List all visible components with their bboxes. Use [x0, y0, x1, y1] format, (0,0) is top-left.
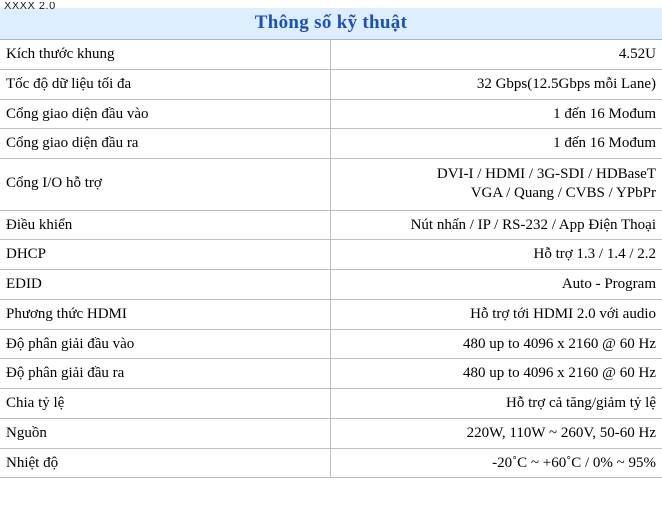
- spec-value: [330, 329, 662, 359]
- spec-label: Cổng I/O hỗ trợ: [0, 159, 330, 211]
- spec-label: Chia tỷ lệ: [0, 389, 330, 419]
- spec-sheet-page: [0, 2, 662, 509]
- spec-label: Kích thước khung: [0, 40, 330, 70]
- spec-value-line: Hỗ trợ tới HDMI 2.0 với audio: [470, 305, 656, 322]
- spec-label: Độ phân giải đầu ra: [0, 359, 330, 389]
- table-row: [0, 359, 662, 389]
- spec-value-line: 480 up to 4096 x 2160 @ 60 Hz: [463, 335, 656, 352]
- spec-value-line: 4.52U: [618, 46, 656, 62]
- table-row: [0, 240, 662, 270]
- clipped-heading: XXXX 2.0: [4, 2, 56, 10]
- table-row: [0, 159, 662, 211]
- spec-label: Cổng giao diện đầu vào: [0, 99, 330, 129]
- spec-value-line: 1 đến 16 Mođum: [553, 135, 656, 152]
- spec-label: Phương thức HDMI: [0, 299, 330, 329]
- spec-value-line: Hỗ trợ 1.3 / 1.4 / 2.2: [533, 246, 656, 263]
- spec-value: [330, 448, 662, 478]
- spec-value-line: Nút nhấn / IP / RS-232 / App Điện Thoại: [410, 216, 656, 233]
- spec-value: [330, 99, 662, 129]
- spec-label: Nguồn: [0, 418, 330, 448]
- table-row: [0, 69, 662, 99]
- spec-value: [330, 270, 662, 300]
- table-title: Thông số kỹ thuật: [0, 8, 662, 40]
- spec-label: Điều khiển: [0, 210, 330, 240]
- spec-label: Nhiệt độ: [0, 448, 330, 478]
- table-row: [0, 40, 662, 70]
- table-row: [0, 418, 662, 448]
- spec-value: [330, 69, 662, 99]
- spec-label: Độ phân giải đầu vào: [0, 329, 330, 359]
- spec-label: Tốc độ dữ liệu tối đa: [0, 69, 330, 99]
- spec-value-line: 32 Gbps(12.5Gbps mỗi Lane): [476, 75, 656, 92]
- table-row: [0, 210, 662, 240]
- spec-value: [330, 299, 662, 329]
- table-row: [0, 329, 662, 359]
- table-row: [0, 270, 662, 300]
- spec-label: EDID: [0, 270, 330, 300]
- spec-value-line: Auto - Program: [561, 276, 656, 292]
- spec-label: DHCP: [0, 240, 330, 270]
- spec-value: [330, 210, 662, 240]
- spec-value: [330, 418, 662, 448]
- spec-label: Cổng giao diện đầu ra: [0, 129, 330, 159]
- spec-value-line: 480 up to 4096 x 2160 @ 60 Hz: [463, 365, 656, 382]
- spec-value: [330, 389, 662, 419]
- spec-value: [330, 359, 662, 389]
- spec-value-line: 220W, 110W ~ 260V, 50-60 Hz: [466, 424, 656, 441]
- spec-value-line: -20˚C ~ +60˚C / 0% ~ 95%: [492, 454, 656, 471]
- table-row: [0, 99, 662, 129]
- spec-value-line: DVI-I / HDMI / 3G-SDI / HDBaseT: [436, 166, 656, 182]
- spec-value-line: Hỗ trợ cả tăng/giảm tỷ lệ: [506, 395, 656, 411]
- spec-value: [330, 129, 662, 159]
- spec-value-line: 1 đến 16 Mođum: [553, 105, 656, 122]
- table-header-row: [0, 8, 662, 40]
- spec-value: [330, 159, 662, 211]
- table-row: [0, 129, 662, 159]
- table-row: [0, 299, 662, 329]
- table-row: [0, 389, 662, 419]
- specifications-table: [0, 8, 662, 478]
- spec-value-line: VGA / Quang / CVBS / YPbPr: [470, 184, 656, 201]
- table-body: [0, 40, 662, 478]
- spec-value: [330, 40, 662, 70]
- spec-value: [330, 240, 662, 270]
- table-row: [0, 448, 662, 478]
